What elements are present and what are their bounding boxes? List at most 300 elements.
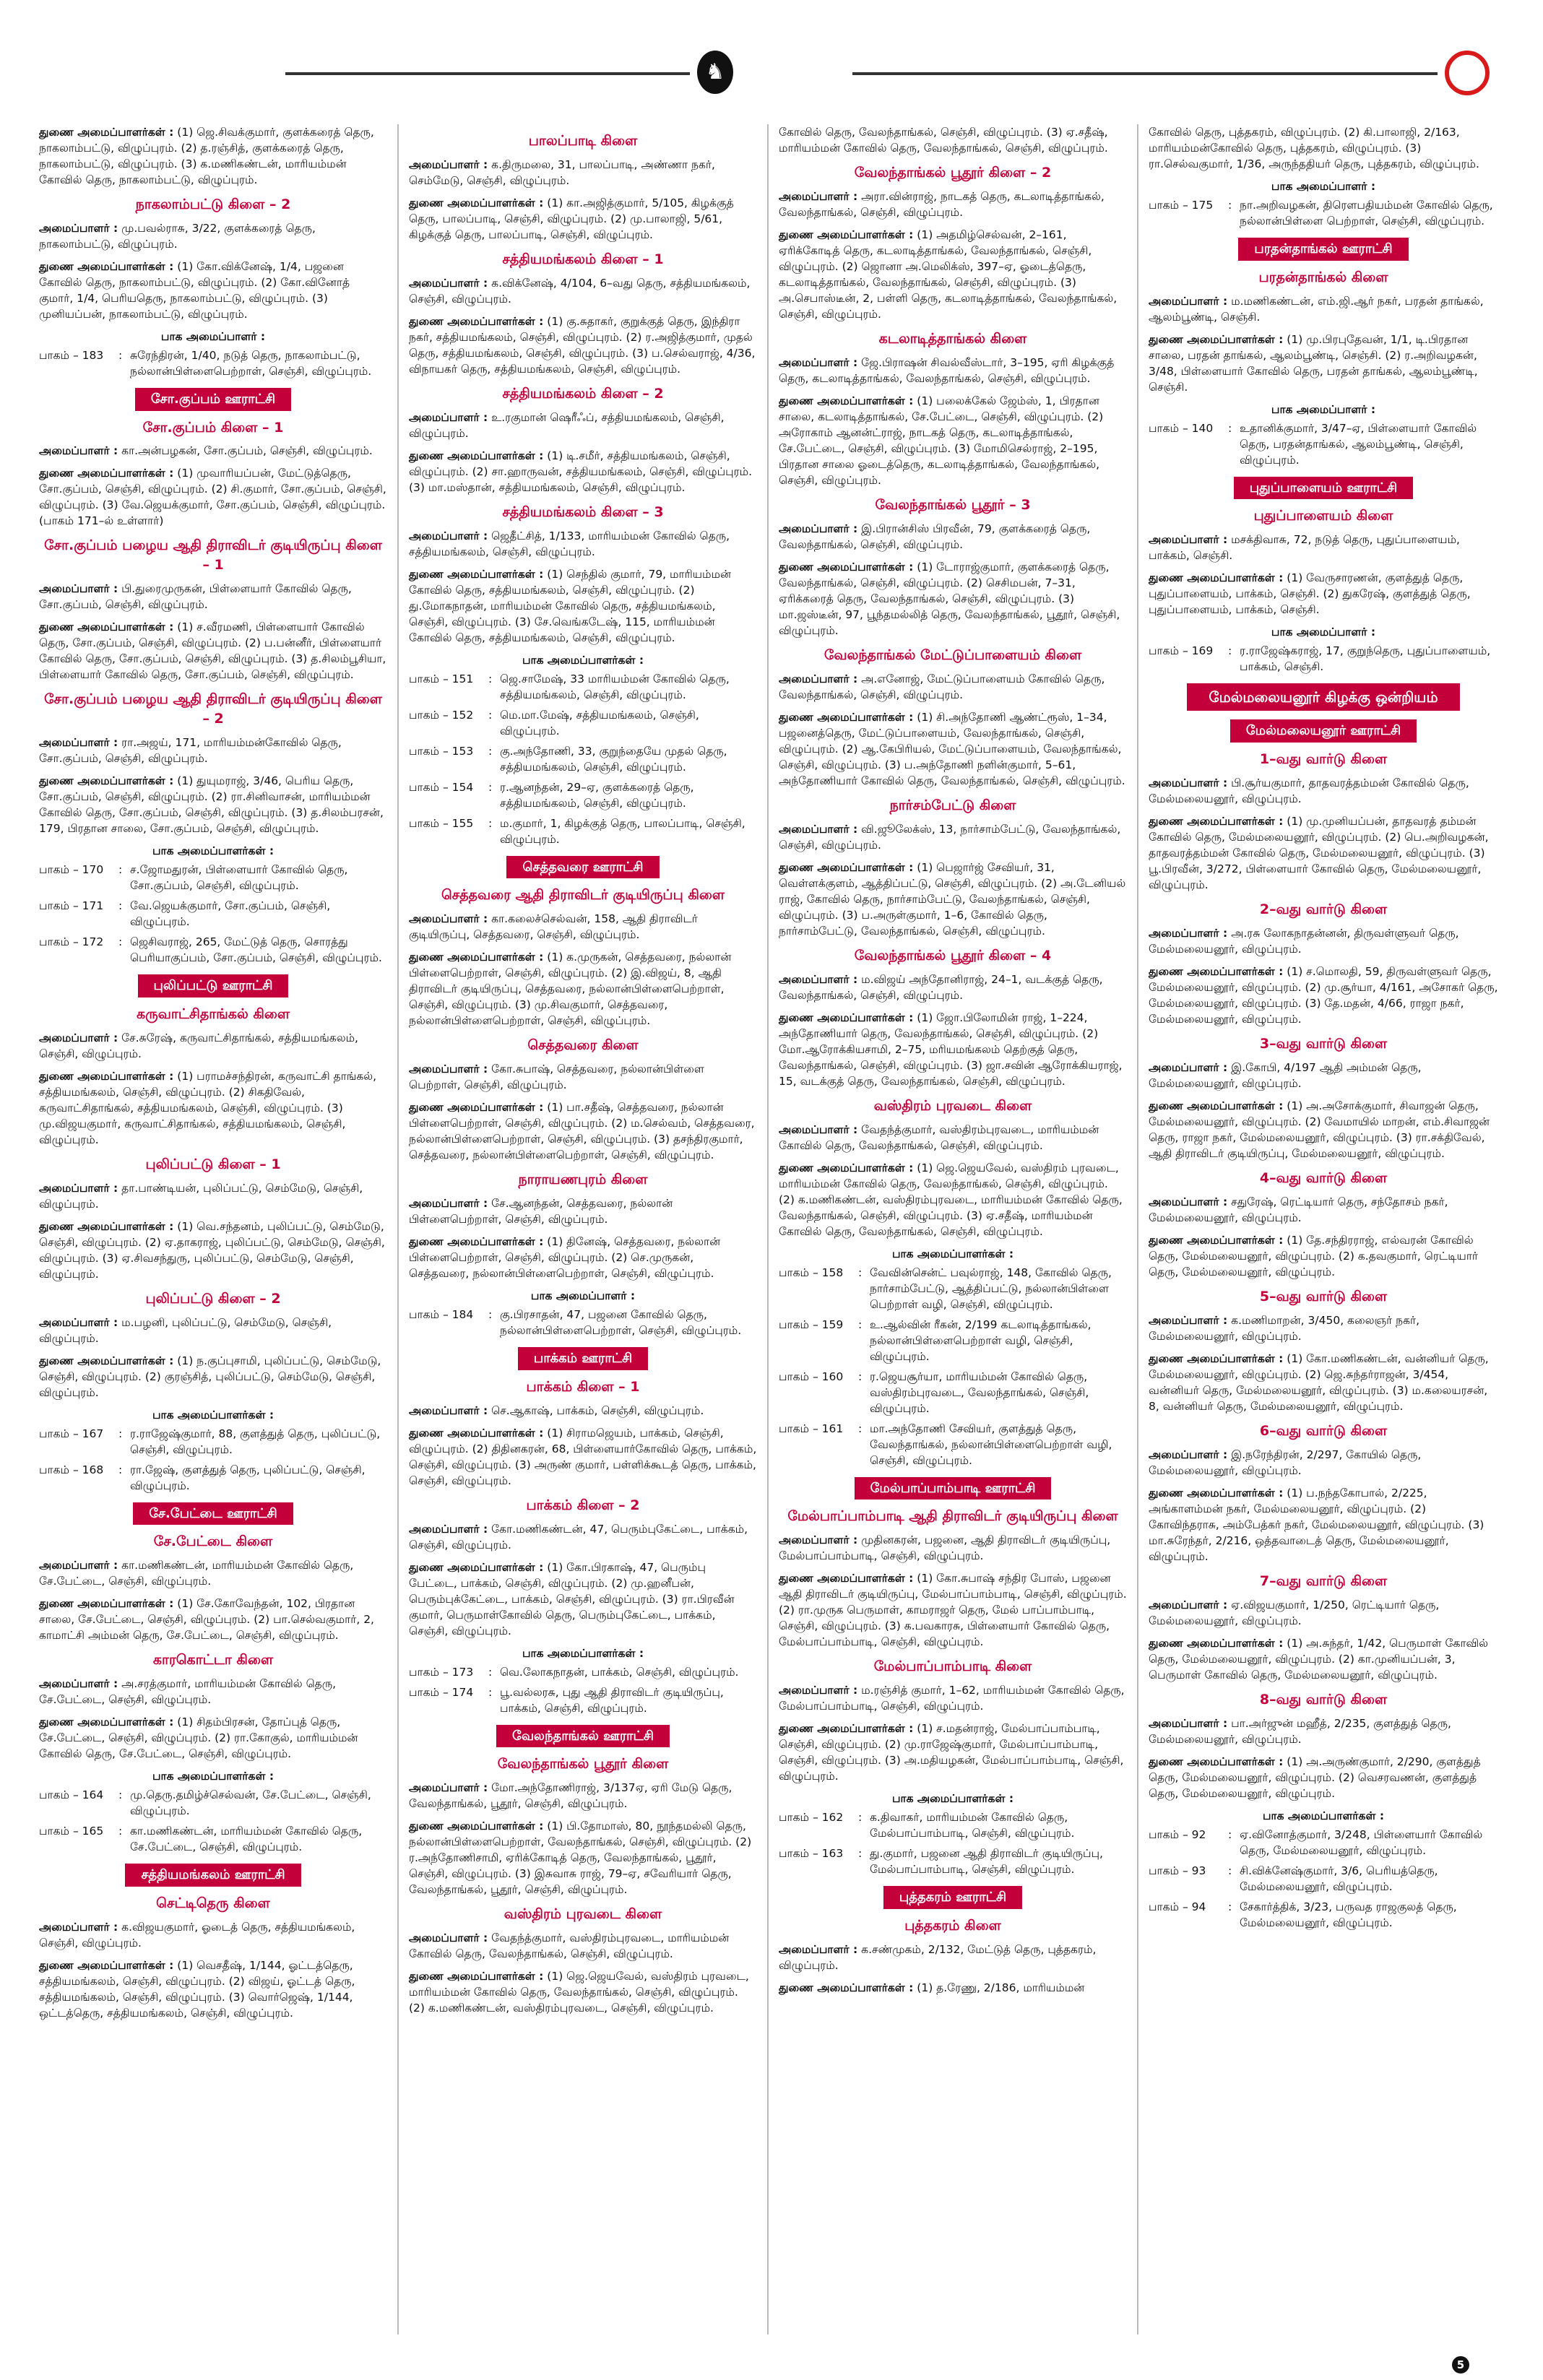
organizer-details: க.மணிமாறன், 3/450, கலைஞர் நகர், மேல்மலையனூர், விழுப்புரம். bbox=[1149, 1313, 1420, 1343]
role-label: துணை அமைப்பாளர்கள் : bbox=[779, 228, 914, 241]
role-label: துணை அமைப்பாளர்கள் : bbox=[39, 126, 174, 139]
section-heading: 3–வது வார்டு கிளை bbox=[1259, 1035, 1388, 1052]
role-label: அமைப்பாளர் : bbox=[1149, 1313, 1228, 1327]
organizer-entry bbox=[779, 189, 1127, 220]
column-3 bbox=[769, 124, 1138, 2334]
booth-organizer: சி.விக்னேஷ்குமார், 3/6, பெரியத்தெரு, மேல்மலையனூர், விழுப்புரம். bbox=[1240, 1864, 1438, 1893]
organizer-entry bbox=[1149, 1447, 1498, 1479]
panchayat-banner: மேல்பாப்பாம்பாடி ஊராட்சி bbox=[855, 1477, 1052, 1500]
organizer-details: க.திருமலை, 31, பாலப்பாடி, அண்ணா நகர், செம்மேடு, செஞ்சி, விழுப்புரம். bbox=[409, 157, 715, 187]
organizer-details: ஜே.பிராஷன் சிவல்வீஸ்டார், 3–195, ஏரி கிழக்குத் தெரு, கடலாடித்தாங்கல், வேலந்தாங்கல், செஞ்சி, விழுப்புரம். bbox=[779, 355, 1115, 385]
organizer-entry bbox=[409, 949, 757, 1029]
role-label: அமைப்பாளர் : bbox=[409, 1197, 488, 1211]
section-heading: சத்தியமங்கலம் கிளை – 3 bbox=[502, 503, 664, 520]
panchayat-banner: சோ.குப்பம் ஊராட்சி bbox=[135, 388, 291, 411]
role-label: துணை அமைப்பாளர்கள் : bbox=[1149, 1636, 1284, 1650]
organizer-entry bbox=[1149, 1194, 1498, 1226]
booth-entry bbox=[1149, 420, 1498, 468]
section-heading: புதுப்பாளையம் கிளை bbox=[1253, 508, 1393, 524]
role-label: அமைப்பாளர் : bbox=[409, 1403, 488, 1417]
organizer-details: அ.எனோஜ், மேட்டுப்பாளையம் கோவில் தெரு, வேலந்தாங்கல், செஞ்சி, விழுப்புரம். bbox=[779, 672, 1105, 701]
role-label: துணை அமைப்பாளர்கள் : bbox=[39, 1958, 174, 1972]
role-label: அமைப்பாளர் : bbox=[779, 972, 858, 986]
section-heading: சத்தியமங்கலம் கிளை – 2 bbox=[502, 385, 664, 402]
organizer-entry bbox=[1149, 1597, 1498, 1629]
booth-entry bbox=[409, 743, 757, 775]
organizer-entry bbox=[409, 1968, 757, 2016]
booth-number: பாகம் – 170 bbox=[39, 863, 104, 877]
organizer-details: ரா.அஜய், 171, மாரியம்மன்கோவில் தெரு, சோ.குப்பம், செஞ்சி, விழுப்புரம். bbox=[39, 736, 342, 766]
section-heading: 5–வது வார்டு கிளை bbox=[1259, 1288, 1388, 1304]
booth-number: பாகம் – 163 bbox=[779, 1847, 844, 1861]
booth-heading: பாக அமைப்பாளர்கள் : bbox=[152, 1408, 275, 1421]
role-label: அமைப்பாளர் : bbox=[1149, 533, 1228, 547]
booth-entry bbox=[39, 1823, 387, 1855]
role-label: அமைப்பாளர் : bbox=[39, 1031, 118, 1044]
organizer-entry bbox=[39, 735, 387, 766]
separator: : bbox=[118, 863, 123, 877]
role-label: துணை அமைப்பாளர்கள் : bbox=[779, 1011, 914, 1024]
panchayat-banner: செத்தவரை ஊராட்சி bbox=[506, 856, 659, 879]
booth-number: பாகம் – 153 bbox=[409, 744, 474, 758]
booth-heading: பாக அமைப்பாளர்கள் : bbox=[522, 1646, 644, 1660]
organizer-details: (1) பி.தோமாஸ், 80, நூந்தமல்லி தெரு, நல்லான்பிள்ளைபெற்றாள், வேலந்தாங்கல், செஞ்சி, விழுப்புரம். (2) ர.அந்தோணிசாமி, ஏரிக்கோடித் தெரு, வேலந்தாங்கல், பூதூர், செஞ்சி, விழுப்புரம். (3) இசுவாசு ராஜ், 79–ஏ, சவேரியார் தெரு, வேலந்தாங்கல், பூதூர், செஞ்சி, விழுப்புரம். bbox=[409, 1819, 752, 1897]
booth-entry bbox=[409, 779, 757, 811]
separator: : bbox=[858, 1317, 863, 1331]
organizer-entry bbox=[39, 124, 387, 188]
organizer-entry bbox=[1149, 332, 1498, 395]
organizer-details: மு.பவல்ராசு, 3/22, குளக்கரைத் தெரு, நாகலாம்பட்டு, விழுப்புரம். bbox=[39, 221, 316, 251]
organizer-entry bbox=[1149, 925, 1498, 957]
booth-organizer: ர.ராஜேஷ்குமார், 88, குளத்துத் தெரு, புலிப்பட்டு, செஞ்சி, விழுப்புரம். bbox=[130, 1427, 381, 1456]
booth-organizer: ர.ஆனந்தன், 29–ஏ, குளக்கரைத் தெரு, சத்தியமங்கலம், செஞ்சி, விழுப்புரம். bbox=[500, 780, 694, 810]
organizer-details: ஏ.விஜயகுமார், 1/250, ரெட்டியார் தெரு, மேல்மலையனூர், விழுப்புரம். bbox=[1149, 1598, 1440, 1627]
organizer-entry bbox=[779, 559, 1127, 639]
booth-organizer: உ.ஆல்வின் ரீகன், 2/199 கடலாடித்தாங்கல், நல்லான்பிள்ளைபெற்றாள் வழி, செஞ்சி, விழுப்புரம். bbox=[870, 1317, 1092, 1363]
role-label: துணை அமைப்பாளர்கள் : bbox=[779, 560, 914, 574]
organizer-entry bbox=[409, 566, 757, 646]
article-columns bbox=[29, 124, 1510, 2334]
separator: : bbox=[1228, 1900, 1232, 1913]
organizer-entry bbox=[1149, 1312, 1498, 1344]
booth-organizer: மா.அந்தோணி சேவியர், குளத்துத் தெரு, வேலந்தாங்கல், நல்லான்பிள்ளைபெற்றாள் வழி, செஞ்சி, விழுப்புரம். bbox=[870, 1421, 1112, 1467]
booth-entry bbox=[39, 1426, 387, 1458]
booth-number: பாகம் – 92 bbox=[1149, 1827, 1206, 1841]
masthead-rule-left bbox=[285, 72, 690, 75]
booth-number: பாகம் – 168 bbox=[39, 1463, 104, 1476]
role-label: துணை அமைப்பாளர்கள் : bbox=[409, 1970, 544, 1983]
role-label: துணை அமைப்பாளர்கள் : bbox=[409, 449, 544, 462]
booth-number: பாகம் – 171 bbox=[39, 899, 104, 913]
organizer-details: (1) வேருசாரணன், குளத்துத் தெரு, புதுப்பாளையம், பாக்கம், செஞ்சி. (2) துகரேஷ், குளத்துத் தெரு, புதுப்பாளையம், பாக்கம், செஞ்சி. bbox=[1149, 571, 1471, 617]
role-label: அமைப்பாளர் : bbox=[1149, 1195, 1228, 1208]
role-label: துணை அமைப்பாளர்கள் : bbox=[409, 314, 544, 328]
organizer-details: (1) சிராமஜெயம், பாக்கம், செஞ்சி, விழுப்புரம். (2) திதினகரன், 68, பிள்ளையார்கோவில் தெரு, பாக்கம், செஞ்சி, விழுப்புரம். (3) அருண் குமார், பள்ளிக்கூடத் தெரு, பாக்கம், செஞ்சி, விழுப்புரம். bbox=[409, 1426, 757, 1487]
role-label: துணை அமைப்பாளர்கள் : bbox=[409, 1101, 544, 1115]
booth-entry bbox=[779, 1369, 1127, 1416]
booth-organizer: கு.பிரசாதன், 47, பஜனை கோவில் தெரு, நல்லான்பிள்ளைபெற்றாள், செஞ்சி, விழுப்புரம். bbox=[500, 1308, 742, 1338]
booth-entry bbox=[779, 1809, 1127, 1841]
role-label: அமைப்பாளர் : bbox=[779, 672, 858, 685]
booth-organizer: து.குமார், பஜனை ஆதி திராவிடர் குடியிருப்பு, மேல்பாப்பாம்பாடி, செஞ்சி, விழுப்புரம். bbox=[870, 1847, 1103, 1877]
section-heading: சோ.குப்பம் பழைய ஆதி திராவிடர் குடியிருப்பு கிளை – 2 bbox=[44, 691, 382, 727]
role-label: துணை அமைப்பாளர்கள் : bbox=[779, 860, 914, 874]
section-heading: செத்தவரை ஆதி திராவிடர் குடியிருப்பு கிளை bbox=[441, 887, 725, 904]
organizer-details: ம.விஜய் அந்தோனிராஜ், 24–1, வடக்குத் தெரு, வேலந்தாங்கல், செஞ்சி, விழுப்புரம். bbox=[779, 972, 1103, 1002]
booth-number: பாகம் – 162 bbox=[779, 1811, 844, 1825]
separator: : bbox=[118, 1427, 123, 1440]
organizer-entry bbox=[1149, 1351, 1498, 1414]
booth-entry bbox=[39, 898, 387, 930]
section-heading: 2–வது வார்டு கிளை bbox=[1259, 901, 1388, 917]
section-heading: புலிப்பட்டு கிளை – 2 bbox=[145, 1290, 281, 1307]
role-label: துணை அமைப்பாளர்கள் : bbox=[409, 1560, 544, 1574]
separator: : bbox=[858, 1265, 863, 1279]
organizer-details: (1) ப.நந்தகோபால், 2/225, அங்காளம்மன் நகர், மேல்மலையனூர், விழுப்புரம். (2) கோவிந்தராசு, அம்பேத்கர் நகர், மேல்மலையனூர், விழுப்புரம். (3) மா.சுரேந்தர், 2/216, ஒத்தவாடைத் தெரு, மேல்மலையனூர், விழுப்புரம். bbox=[1149, 1486, 1484, 1563]
section-heading: மேல்பாப்பாம்பாடி ஆதி திராவிடர் குடியிருப்பு கிளை bbox=[787, 1508, 1118, 1525]
role-label: துணை அமைப்பாளர்கள் : bbox=[39, 774, 174, 788]
section-heading: பரதன்தாங்கல் கிளை bbox=[1258, 269, 1388, 285]
organizer-details: பா.அர்ஜுன் மஹீத், 2/235, குளத்துத் தெரு, மேல்மலையனூர், விழுப்புரம். bbox=[1149, 1716, 1451, 1746]
organizer-details: இ.பிரான்சிஸ் பிரவீன், 79, குளக்கரைத் தெரு, வேலந்தாங்கல், செஞ்சி, விழுப்புரம். bbox=[779, 522, 1091, 551]
booth-number: பாகம் – 173 bbox=[409, 1665, 474, 1679]
organizer-details: (1) முவாரியப்பன், மேட்டுத்தெரு, சோ.குப்பம், செஞ்சி, விழுப்புரம். (2) சி.குமார், சோ.குப்பம், செஞ்சி, விழுப்புரம். (3) வே.ஜெயக்குமார், சோ.குப்பம், செஞ்சி, விழுப்புரம். (பாகம் 171–ல் உள்ளார்) bbox=[39, 467, 386, 528]
organizer-details: கா.மணிகண்டன், மாரியம்மன் கோவில் தெரு, சே.பேட்டை, செஞ்சி, விழுப்புரம். bbox=[39, 1559, 354, 1588]
organizer-details: கோ.சுபாஷ், செத்தவரை, நல்லான்பிள்ளை பெற்றாள், செஞ்சி, விழுப்புரம். bbox=[409, 1063, 704, 1092]
organizer-details: (1) அ.அருண்குமார், 2/290, குளத்துத் தெரு, மேல்மலையனூர், விழுப்புரம். (2) வெசரவணன், குளத்துத் தெரு, மேல்மலையனூர், விழுப்புரம். bbox=[1149, 1754, 1481, 1800]
separator: : bbox=[488, 672, 493, 685]
role-label: அமைப்பாளர் : bbox=[1149, 776, 1228, 789]
organizer-details: வேதந்த்குமார், வஸ்திரம்புரவடை, மாரியம்மன் கோவில் தெரு, வேலந்தாங்கல், செஞ்சி, விழுப்புரம். bbox=[779, 1122, 1099, 1152]
role-label: அமைப்பாளர் : bbox=[39, 1315, 118, 1329]
booth-number: பாகம் – 159 bbox=[779, 1317, 844, 1331]
booth-number: பாகம் – 172 bbox=[39, 935, 104, 949]
separator: : bbox=[488, 1308, 493, 1322]
organizer-details: (1) ந.குப்புசாமி, புலிப்பட்டு, செம்மேடு, செஞ்சி, விழுப்புரம். (2) குரஞ்சித், புலிப்பட்டு, செம்மேடு, செஞ்சி, விழுப்புரம். bbox=[39, 1354, 381, 1399]
organizer-details: சே.ஆனந்தன், செத்தவரை, நல்லான் பிள்ளைபெற்றாள், செஞ்சி, விழுப்புரம். bbox=[409, 1197, 673, 1226]
booth-entry bbox=[409, 671, 757, 703]
role-label: துணை அமைப்பாளர்கள் : bbox=[779, 1722, 914, 1736]
organizer-details: அ.ரசு லோகநாதன்னன், திருவள்ளுவர் தெரு, மேல்மலையனூர், விழுப்புரம். bbox=[1149, 926, 1459, 956]
booth-organizer: நா.அறிவழகன், திரௌபதியம்மன் கோவில் தெரு, நல்லான்பிள்ளை பெற்றாள், செஞ்சி, விழுப்புரம். bbox=[1240, 199, 1493, 228]
role-label: அமைப்பாளர் : bbox=[39, 582, 118, 596]
role-label: அமைப்பாளர் : bbox=[409, 1522, 488, 1536]
panchayat-banner: புதுப்பாளையம் ஊராட்சி bbox=[1234, 477, 1413, 500]
separator: : bbox=[118, 348, 123, 362]
organizer-details: (1) அ.சுந்தர், 1/42, பெருமாள் கோவில் தெரு, மேல்மலையனூர், விழுப்புரம். (2) கா.முனியப்பன், 3, பெருமாள் கோவில் தெரு, மேல்மலையனூர், விழுப்புரம். bbox=[1149, 1636, 1489, 1682]
role-label: அமைப்பாளர் : bbox=[779, 189, 858, 203]
role-label: அமைப்பாளர் : bbox=[1149, 1598, 1228, 1611]
booth-number: பாகம் – 160 bbox=[779, 1369, 844, 1383]
booth-number: பாகம் – 154 bbox=[409, 780, 474, 794]
organizer-entry bbox=[779, 521, 1127, 553]
organizer-entry bbox=[779, 1532, 1127, 1564]
booth-organizer: வெ.லோகநாதன், பாக்கம், செஞ்சி, விழுப்புரம். bbox=[500, 1665, 739, 1679]
section-heading: வேலந்தாங்கல் பூதூர் கிளை – 4 bbox=[854, 947, 1052, 964]
organizer-entry bbox=[409, 195, 757, 243]
role-label: துணை அமைப்பாளர்கள் : bbox=[39, 1715, 174, 1729]
corner-circle-icon bbox=[1445, 51, 1490, 95]
organizer-details: கா.கலைச்செல்வன், 158, ஆதி திராவிடர் குடியிருப்பு, செத்தவரை, செஞ்சி, விழுப்புரம். bbox=[409, 912, 698, 942]
organizer-details: (1) சிதம்பிரசன், தோப்புத் தெரு, சே.பேட்டை, செஞ்சி, விழுப்புரம். (2) ரா.கோகுல், மாரியம்மன் கோவில் தெரு, சே.பேட்டை, செஞ்சி, விழுப்புரம். bbox=[39, 1715, 358, 1761]
organizer-entry bbox=[39, 1030, 387, 1062]
organizer-entry bbox=[39, 1557, 387, 1589]
booth-number: பாகம் – 158 bbox=[779, 1265, 844, 1279]
role-label: துணை அமைப்பாளர்கள் : bbox=[1149, 1233, 1284, 1247]
role-label: அமைப்பாளர் : bbox=[39, 444, 118, 458]
organizer-details: இ.நரேந்திரன், 2/297, கோயில் தெரு, மேல்மலையனூர், விழுப்புரம். bbox=[1149, 1448, 1422, 1477]
organizer-entry bbox=[779, 1122, 1127, 1154]
separator: : bbox=[858, 1421, 863, 1435]
organizer-details: (1) ஜெ.ஜெயவேல், வஸ்திரம் புரவடை, மாரியம்மன் கோவில் தெரு, வேலந்தாங்கல், செஞ்சி, விழுப்புரம். (2) க.மணிகண்டன், வஸ்திரம்புரவடை, மாரியம்மன் கோவில் தெரு, வேலந்தாங்கல், செஞ்சி, விழுப்புரம். (3) ஏ.சதீஷ், மாரியம்மன் கோவில் தெரு, வேலந்தாங்கல், செஞ்சி, விழுப்புரம். bbox=[779, 1161, 1123, 1238]
organizer-entry bbox=[409, 528, 757, 560]
organizer-entry bbox=[409, 1780, 757, 1812]
organizer-entry bbox=[409, 1099, 757, 1163]
booth-entry bbox=[1149, 197, 1498, 229]
organizer-details: (1) கோ.விக்னேஷ், 1/4, பஜனை கோவில் தெரு, நாகலாம்பட்டு, விழுப்புரம். (2) கோ.வினோத் குமார், 1/4, பெரியதெரு, நாகலாம்பட்டு, விழுப்புரம். (3) முனியப்பன், நாகலாம்பட்டு, விழுப்புரம். bbox=[39, 259, 350, 321]
organizer-details: (1) வெ.சந்தனம், புலிப்பட்டு, செம்மேடு, செஞ்சி, விழுப்புரம். (2) ஏ.தாகராஜ், புலிப்பட்டு, செம்மேடு, செஞ்சி, விழுப்புரம். (3) ஏ.சிவசந்துரு, புலிப்பட்டு, செம்மேடு, செஞ்சி, விழுப்புரம். bbox=[39, 1219, 385, 1281]
separator: : bbox=[1228, 1827, 1232, 1841]
organizer-details: சே.சுரேஷ், கருவாட்சிதாங்கல், சத்தியமங்கலம், செஞ்சி, விழுப்புரம். bbox=[39, 1031, 358, 1060]
booth-heading: பாக அமைப்பாளர்கள் : bbox=[522, 653, 644, 667]
organizer-details: (1) பெஜார்ஜ் சேவியர், 31, வெள்ளக்குளம், ஆத்திப்பட்டு, செஞ்சி, விழுப்புரம். (2) அ.டேனியல் ராஜ், கோவில் தெரு, நார்சாம்பேட்டு, வேலந்தாங்கல், செஞ்சி, விழுப்புரம். (3) ப.அருள்குமார், 1–6, கோவில் தெரு, நார்சாம்பேட்டு, வேலந்தாங்கல், செஞ்சி, விழுப்புரம். bbox=[779, 860, 1126, 938]
panchayat-banner: மேல்மலையனூர் ஊராட்சி bbox=[1230, 719, 1417, 743]
organizer-entry bbox=[39, 773, 387, 836]
organizer-details: (1) க.முருகன், செத்தவரை, நல்லான் பிள்ளைபெற்றாள், செஞ்சி, விழுப்புரம். (2) இ.விஜய், 8, ஆதி திராவிடர் குடியிருப்பு, செத்தவரை, நல்லான்பிள்ளைபெற்றாள், செஞ்சி, விழுப்புரம். (3) மு.சிவகுமார், செத்தவரை, நல்லான்பிள்ளைபெற்றாள், செஞ்சி, விழுப்புரம். bbox=[409, 951, 732, 1028]
role-label: துணை அமைப்பாளர்கள் : bbox=[1149, 1099, 1284, 1112]
section-heading: சோ.குப்பம் கிளை – 1 bbox=[142, 419, 284, 436]
organizer-entry bbox=[39, 1219, 387, 1282]
booth-entry bbox=[1149, 1863, 1498, 1895]
organizer-entry bbox=[779, 1942, 1127, 1973]
role-label: அமைப்பாளர் : bbox=[409, 912, 488, 926]
organizer-details: இ.கோபி, 4/197 ஆதி அம்மன் தெரு, மேல்மலையனூர், விழுப்புரம். bbox=[1149, 1060, 1422, 1090]
booth-entry bbox=[39, 347, 387, 379]
booth-entry bbox=[779, 1265, 1127, 1312]
organizer-details: (1) டி.சமீர், சத்தியமங்கலம், செஞ்சி, விழுப்புரம். (2) சா.ஹாருவன், சத்தியமங்கலம், செஞ்சி, விழுப்புரம். (3) மா.மஸ்தான், சத்தியமங்கலம், செஞ்சி, விழுப்புரம். bbox=[409, 449, 753, 494]
section-heading: 1–வது வார்டு கிளை bbox=[1259, 750, 1388, 767]
section-heading: கடலாடித்தாங்கல் கிளை bbox=[878, 330, 1027, 347]
organizer-details: (1) தே.சந்திரராஜ், எல்வரன் கோவில் தெரு, மேல்மலையனூர், விழுப்புரம். (2) க.தவகுமார், ரெட்டியார் தெரு, மேல்மலையனூர், விழுப்புரம். bbox=[1149, 1233, 1479, 1278]
organizer-entry bbox=[1149, 1485, 1498, 1565]
organizer-details: க.சண்முகம், 2/132, மேட்டுத் தெரு, புத்தகரம், விழுப்புரம். bbox=[779, 1942, 1097, 1972]
organizer-details: ம.மணிகண்டன், எம்.ஜி.ஆர் நகர், பரதன் தாங்கல், ஆலம்பூண்டி, செஞ்சி. bbox=[1149, 294, 1484, 324]
organizer-details: செ.ஆகாஷ், பாக்கம், செஞ்சி, விழுப்புரம். bbox=[491, 1403, 704, 1417]
role-label: துணை அமைப்பாளர்கள் : bbox=[409, 1819, 544, 1833]
section-heading: பாக்கம் கிளை – 2 bbox=[526, 1497, 640, 1513]
organizer-entry bbox=[1149, 1715, 1498, 1747]
organizer-entry bbox=[1149, 1098, 1498, 1161]
separator: : bbox=[488, 780, 493, 794]
separator: : bbox=[858, 1811, 863, 1825]
role-label: அமைப்பாளர் : bbox=[779, 522, 858, 535]
section-heading: கருவாட்சிதாங்கல் கிளை bbox=[136, 1005, 290, 1022]
role-label: துணை அமைப்பாளர்கள் : bbox=[409, 1426, 544, 1440]
organizer-entry bbox=[779, 821, 1127, 853]
panchayat-banner: பாக்கம் ஊராட்சி bbox=[518, 1347, 648, 1370]
booth-organizer: ம.குமார், 1, கிழக்குத் தெரு, பாலப்பாடி, செஞ்சி, விழுப்புரம். bbox=[500, 816, 745, 846]
booth-entry bbox=[1149, 643, 1498, 675]
booth-number: பாகம் – 140 bbox=[1149, 421, 1214, 435]
booth-number: பாகம் – 183 bbox=[39, 348, 104, 362]
organizer-entry bbox=[409, 313, 757, 377]
organizer-entry bbox=[779, 124, 1127, 156]
organizer-details: (1) டோராஜ்குமார், குளக்கரைத் தெரு, வேலந்தாங்கல், செஞ்சி, விழுப்புரம். (2) செசிமபன், 7–31, ஏரிக்கரைத் தெரு, வேலந்தாங்கல், செஞ்சி, விழுப்புரம். (3) மா.ஜஸ்டீன், 97, பூந்தமல்லித் தெரு, வேலந்தாங்கல், பூதூர், செஞ்சி, விழுப்புரம். bbox=[779, 560, 1120, 637]
separator: : bbox=[858, 1369, 863, 1383]
organizer-entry bbox=[1149, 570, 1498, 618]
role-label: அமைப்பாளர் : bbox=[1149, 1060, 1228, 1074]
booth-entry bbox=[39, 934, 387, 966]
organizer-entry bbox=[39, 1180, 387, 1212]
organizer-entry bbox=[1149, 532, 1498, 563]
role-label: அமைப்பாளர் : bbox=[1149, 294, 1228, 308]
organizer-entry bbox=[1149, 1232, 1498, 1280]
booth-number: பாகம் – 165 bbox=[39, 1825, 104, 1838]
panchayat-banner: புலிப்பட்டு ஊராட்சி bbox=[138, 974, 289, 998]
role-label: அமைப்பாளர் : bbox=[779, 822, 858, 836]
organizer-entry bbox=[779, 1570, 1127, 1650]
organizer-entry bbox=[779, 355, 1127, 386]
organizer-entry bbox=[39, 1315, 387, 1346]
booth-organizer: கு.அந்தோணி, 33, குறுந்தையே முதல் தெரு, சத்தியமங்கலம், செஞ்சி, விழுப்புரம். bbox=[500, 744, 727, 774]
role-label: துணை அமைப்பாளர்கள் : bbox=[39, 1597, 174, 1611]
organizer-entry bbox=[1149, 964, 1498, 1027]
booth-organizer: சேகார்த்திக், 3/23, பருவத ராஜகுலத் தெரு, மேல்மலையனூர், விழுப்புரம். bbox=[1240, 1900, 1457, 1929]
organizer-details: அரா.வின்ராஜ், நாடகத் தெரு, கடலாடித்தாங்கல், வேலந்தாங்கல், செஞ்சி, விழுப்புரம். bbox=[779, 189, 1105, 219]
organizer-details: (1) ச.மொலதி, 59, திருவள்ளுவர் தெரு, மேல்மலையனூர், விழுப்புரம். (2) மு.சூர்யா, 4/161, அசோகர் தெரு, மேல்மலையனூர், விழுப்புரம். (3) தே.மதன், 4/66, ராஜா நகர், மேல்மலையனூர், விழுப்புரம். bbox=[1149, 964, 1498, 1026]
column-1 bbox=[29, 124, 399, 2334]
role-label: அமைப்பாளர் : bbox=[39, 1920, 118, 1934]
section-heading: சோ.குப்பம் பழைய ஆதி திராவிடர் குடியிருப்பு கிளை – 1 bbox=[44, 537, 382, 574]
organizer-details: மசக்திவாசு, 72, நடுத் தெரு, புதுப்பாளையம், பாக்கம், செஞ்சி. bbox=[1149, 533, 1460, 563]
separator: : bbox=[488, 708, 493, 722]
role-label: துணை அமைப்பாளர்கள் : bbox=[1149, 332, 1284, 346]
booth-entry bbox=[39, 862, 387, 893]
organizer-details: (1) ச.மதன்ராஜ், மேல்பாப்பாம்பாடி, செஞ்சி, விழுப்புரம். (2) மு.ராஜேஷ்குமார், மேல்பாப்பாம்பாடி, செஞ்சி, விழுப்புரம். (3) அ.மதியழகன், மேல்பாப்பாம்பாடி, செஞ்சி, விழுப்புரம். bbox=[779, 1722, 1124, 1783]
booth-number: பாகம் – 151 bbox=[409, 672, 474, 685]
role-label: அமைப்பாளர் : bbox=[39, 1181, 118, 1195]
booth-entry bbox=[409, 707, 757, 739]
organizer-details: வி.ஜூலேக்ஸ், 13, நார்சாம்பேட்டு, வேலந்தாங்கல், செஞ்சி, விழுப்புரம். bbox=[779, 822, 1121, 852]
role-label: துணை அமைப்பாளர்கள் : bbox=[39, 1219, 174, 1233]
role-label: அமைப்பாளர் : bbox=[39, 1559, 118, 1572]
organizer-details: (1) அதமிழ்செல்வன், 2–161, ஏரிக்கோடித் தெரு, கடலாடித்தாங்கல், வேலந்தாங்கல், செஞ்சி, விழுப்புரம். (2) ஜொனா அ.மெலிக்ஸ், 397–ஏ, ஓடைத்தெரு, கடலாடித்தாங்கல், வேலந்தாங்கல், செஞ்சி, விழுப்புரம். (3) அ.செபாஸ்டீன், 2, பள்ளி தெரு, கடலாடித்தாங்கல், வேலந்தாங்கல், செஞ்சி, விழுப்புரம். bbox=[779, 228, 1118, 321]
organizer-entry bbox=[409, 1403, 757, 1419]
organizer-entry bbox=[409, 448, 757, 496]
role-label: துணை அமைப்பாளர்கள் : bbox=[779, 1981, 914, 1994]
role-label: அமைப்பாளர் : bbox=[409, 529, 488, 542]
organizer-entry bbox=[409, 1425, 757, 1489]
section-heading: பாக்கம் கிளை – 1 bbox=[526, 1378, 640, 1395]
role-label: அமைப்பாளர் : bbox=[779, 355, 858, 369]
booth-organizer: சுரேந்திரன், 1/40, நடுத் தெரு, நாகலாம்பட்டு, நல்லான்பிள்ளைபெற்றாள், செஞ்சி, விழுப்புரம். bbox=[130, 348, 372, 378]
organizer-entry bbox=[779, 227, 1127, 322]
booth-number: பாகம் – 155 bbox=[409, 816, 474, 830]
section-heading: வேலந்தாங்கல் பூதூர் கிளை bbox=[497, 1756, 669, 1773]
organizer-details: பி.துரைமுருகன், பிள்ளையார் கோவில் தெரு, சோ.குப்பம், செஞ்சி, விழுப்புரம். bbox=[39, 582, 352, 612]
role-label: துணை அமைப்பாளர்கள் : bbox=[409, 567, 544, 581]
separator: : bbox=[118, 899, 123, 913]
organizer-details: (1) ஜெ.ஜெயவேல், வஸ்திரம் புரவடை, மாரியம்மன் கோவில் தெரு, வேலந்தாங்கல், செஞ்சி, விழுப்புரம். (2) க.மணிகண்டன், வஸ்திரம்புரவடை, செஞ்சி, விழுப்புரம். bbox=[409, 1970, 749, 2015]
page-number: 5 bbox=[1452, 2356, 1469, 2373]
section-heading: நாகலாம்பட்டு கிளை – 2 bbox=[135, 196, 291, 212]
booth-heading: பாக அமைப்பாளர்கள் : bbox=[152, 1770, 275, 1783]
booth-entry bbox=[779, 1317, 1127, 1364]
booth-organizer: க.திவாகர், மாரியம்மன் கோவில் தெரு, மேல்பாப்பாம்பாடி, செஞ்சி, விழுப்புரம். bbox=[870, 1811, 1075, 1840]
organizer-entry bbox=[409, 911, 757, 943]
role-label: அமைப்பாளர் : bbox=[409, 1063, 488, 1076]
organizer-entry bbox=[409, 1234, 757, 1281]
booth-organizer: ஜெ.சாமேஷ், 33 மாரியம்மன் கோவில் தெரு, சத்தியமங்கலம், செஞ்சி, விழுப்புரம். bbox=[500, 672, 730, 701]
booth-entry bbox=[779, 1421, 1127, 1468]
role-label: அமைப்பாளர் : bbox=[39, 221, 118, 235]
section-heading: செட்டிதெரு கிளை bbox=[156, 1895, 270, 1911]
separator: : bbox=[118, 935, 123, 949]
organizer-details: (1) கோ.சுபாஷ் சந்திர போஸ், பஜனை ஆதி திராவிடர் குடியிருப்பு, மேல்பாப்பாம்பாடி, செஞ்சி, விழுப்புரம். (2) ரா.முருக பெருமாள், காமராஜர் தெரு, மேல் பாப்பாம்பாடி, செஞ்சி, விழுப்புரம். (3) க.பவகாரசு, பிள்ளையார் கோவில் தெரு, மேல்பாப்பாம்பாடி, செஞ்சி, விழுப்புரம். bbox=[779, 1572, 1127, 1649]
booth-number: பாகம் – 164 bbox=[39, 1788, 104, 1802]
booth-entry bbox=[779, 1845, 1127, 1877]
organizer-details: (1) கு.சுதாகர், குறுக்குத் தெரு, இந்திரா நகர், சத்தியமங்கலம், செஞ்சி, விழுப்புரம். (2) ர.அஜித்குமார், முதல் தெரு, சத்தியமங்கலம், செஞ்சி, விழுப்புரம். (3) ப.செல்வராஜ், 4/36, விநாயகர் தெரு, சத்தியமங்கலம், செஞ்சி, விழுப்புரம். bbox=[409, 314, 756, 376]
organizer-entry bbox=[1149, 124, 1498, 172]
booth-organizer: வே.ஜெயக்குமார், சோ.குப்பம், செஞ்சி, விழுப்புரம். bbox=[130, 899, 331, 929]
organizer-entry bbox=[39, 443, 387, 459]
role-label: துணை அமைப்பாளர்கள் : bbox=[409, 951, 544, 964]
organizer-details: (1) ஜெ.சிவக்குமார், குளக்கரைத் தெரு, நாகலாம்பட்டு, விழுப்புரம். (2) த.ரஞ்சித், குளக்கரைத் தெரு, நாகலாம்பட்டு, விழுப்புரம். (3) க.மணிகண்டன், மாரியம்மன் கோவில் தெரு, நாகலாம்பட்டு, விழுப்புரம். bbox=[39, 126, 374, 186]
booth-organizer: பூ.வல்லரசு, புது ஆதி திராவிடர் குடியிருப்பு, பாக்கம், செஞ்சி, விழுப்புரம். bbox=[500, 1685, 724, 1715]
organizer-entry bbox=[1149, 293, 1498, 325]
section-heading: வேலந்தாங்கல் மேட்டுப்பாளையம் கிளை bbox=[824, 646, 1082, 663]
booth-heading: பாக அமைப்பாளர் : bbox=[1271, 402, 1376, 416]
organizer-details: (1) பராமச்சந்திரன், கருவாட்சி தாங்கல், சத்தியமங்கலம், செஞ்சி, விழுப்புரம். (2) சிகதிவேல், கருவாட்சிதாங்கல், சத்தியமங்கலம், செஞ்சி, விழுப்புரம். (3) மு.விஜயகுமார், கருவாட்சிதாங்கல், சத்தியமங்கலம், செஞ்சி, விழுப்புரம். bbox=[39, 1069, 377, 1146]
organizer-details: (1) செந்தில் குமார், 79, மாரியம்மன் கோவில் தெரு, சத்தியமங்கலம், செஞ்சி, விழுப்புரம். (2) து.மோகநாதன், மாரியம்மன் கோவில் தெரு, சத்தியமங்கலம், செஞ்சி, விழுப்புரம். (3) சே.வெங்கடேஷ், 115, மாரியம்மன் கோவில் தெரு, சத்தியமங்கலம், செஞ்சி, விழுப்புரம். bbox=[409, 567, 732, 644]
role-label: அமைப்பாளர் : bbox=[409, 157, 488, 171]
organizer-details: (1) மு.பிரபுதேவன், 1/1, டி.பிரதான சாலை, பரதன் தாங்கல், ஆலம்பூண்டி, செஞ்சி. (2) ர.அறிவழகன், 3/48, பிள்ளையார் கோவில் தெரு, பரதன் தாங்கல், ஆலம்பூண்டி, செஞ்சி. bbox=[1149, 332, 1478, 394]
booth-entry bbox=[1149, 1899, 1498, 1931]
organizer-details: சதுரேஷ், ரெட்டியார் தெரு, சந்தோசம் நகர், மேல்மலையனூர், விழுப்புரம். bbox=[1149, 1195, 1448, 1224]
organizer-entry bbox=[39, 1353, 387, 1401]
separator: : bbox=[1228, 199, 1232, 212]
organizer-details: ஜெதீட்சித், 1/133, மாரியம்மன் கோவில் தெரு, சத்தியமங்கலம், செஞ்சி, விழுப்புரம். bbox=[409, 529, 730, 558]
booth-organizer: ர.ராஜேஷ்கராஜ், 17, குறுந்தெரு, புதுப்பாளையம், பாக்கம், செஞ்சி. bbox=[1240, 644, 1491, 674]
panchayat-banner: பரதன்தாங்கல் ஊராட்சி bbox=[1238, 238, 1408, 261]
organizer-entry bbox=[39, 619, 387, 683]
panchayat-banner: சத்தியமங்கலம் ஊராட்சி bbox=[125, 1864, 301, 1887]
organizer-details: (1) ஜோ.பிலோமின் ராஜ், 1–224, அந்தோணியார் தெரு, வேலந்தாங்கல், செஞ்சி, விழுப்புரம். (2) மோ.ஆரோக்கியசாமி, 2–75, மரியமங்கலம் தெற்குத் தெரு, வேலந்தாங்கல், செஞ்சி, விழுப்புரம். (3) ஜா.சவின் ஆரோக்கியராஜ், 15, வடக்குத் தெரு, வேலந்தாங்கல், செஞ்சி, விழுப்புரம். bbox=[779, 1011, 1123, 1088]
separator: : bbox=[118, 1825, 123, 1838]
role-label: துணை அமைப்பாளர்கள் : bbox=[1149, 571, 1284, 585]
masthead bbox=[0, 0, 1543, 126]
separator: : bbox=[488, 816, 493, 830]
booth-entry bbox=[1149, 1827, 1498, 1858]
organizer-details: (1) த.ரேணு, 2/186, மாரியம்மன் bbox=[917, 1981, 1085, 1994]
section-heading: நார்சம்பேட்டு கிளை bbox=[889, 797, 1016, 813]
organizer-entry bbox=[1149, 1060, 1498, 1091]
organizer-entry bbox=[39, 1919, 387, 1951]
booth-organizer: மெ.மா.மேஷ், சத்தியமங்கலம், செஞ்சி, விழுப்புரம். bbox=[500, 708, 699, 737]
organizer-details: (1) சி.அந்தோணி ஆண்ட்ரூஸ், 1–34, பஜனைத்தெரு, மேட்டுப்பாளையம், வேலந்தாங்கல், செஞ்சி, விழுப்புரம். (2) ஆ.கேபிரியல், மேட்டுப்பாளையம், வேலந்தாங்கல், செஞ்சி, விழுப்புரம். (3) ப.அந்தோணி நளின்குமார், 5–61, அந்தோணியார் கோவில் தெரு, வேலந்தாங்கல், செஞ்சி, விழுப்புரம். bbox=[779, 710, 1125, 787]
organizer-entry bbox=[779, 709, 1127, 789]
organizer-entry bbox=[779, 1980, 1127, 1996]
section-heading: சத்தியமங்கலம் கிளை – 1 bbox=[502, 251, 664, 267]
section-heading: 7–வது வார்டு கிளை bbox=[1259, 1572, 1388, 1589]
role-label: அமைப்பாளர் : bbox=[1149, 1448, 1228, 1461]
role-label: துணை அமைப்பாளர்கள் : bbox=[409, 1235, 544, 1249]
organizer-details: கோ.மணிகண்டன், 47, பெரும்புகேட்டை, பாக்கம், செஞ்சி, விழுப்புரம். bbox=[409, 1522, 748, 1552]
booth-organizer: ஏ.வினோத்குமார், 3/248, பிள்ளையார் கோவில் தெரு, மேல்மலையனூர், விழுப்புரம். bbox=[1240, 1827, 1483, 1857]
organizer-entry bbox=[39, 1676, 387, 1708]
role-label: துணை அமைப்பாளர்கள் : bbox=[1149, 1486, 1284, 1500]
section-heading: 8–வது வார்டு கிளை bbox=[1259, 1691, 1388, 1708]
